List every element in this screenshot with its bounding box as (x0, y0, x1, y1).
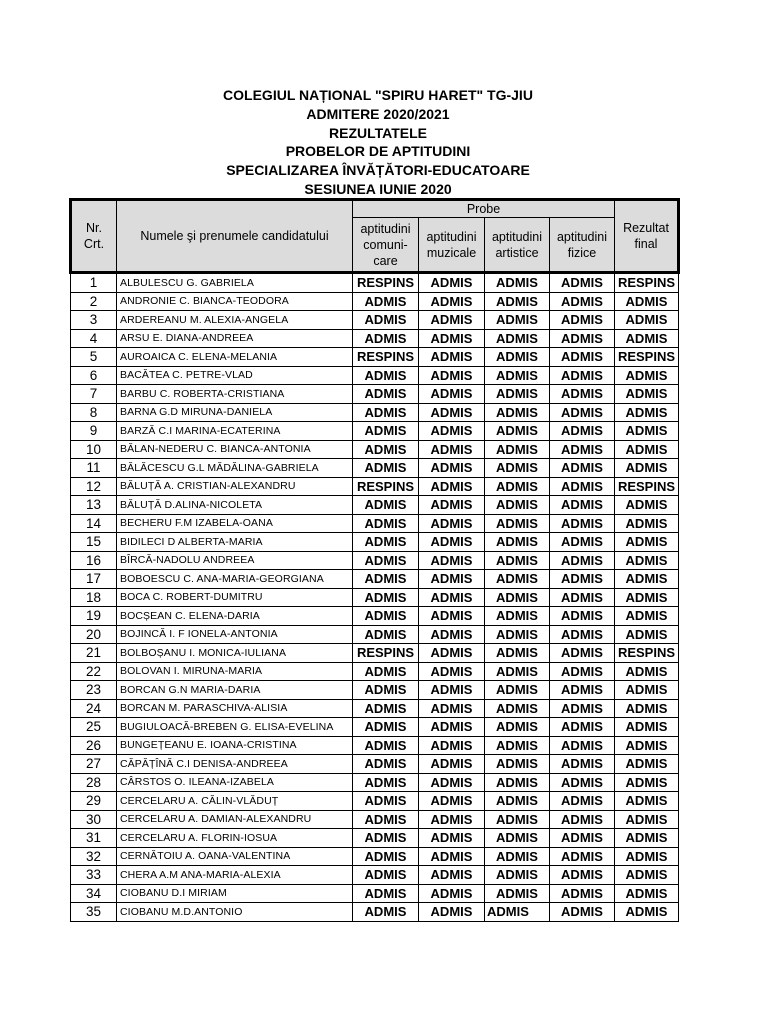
table-row (71, 884, 679, 903)
result-final: RESPINS (615, 273, 679, 293)
result-comunicare: ADMIS (353, 311, 419, 330)
table-row (71, 625, 679, 644)
table-row (71, 533, 679, 552)
result-artistice: ADMIS (485, 755, 550, 774)
result-final: ADMIS (615, 755, 679, 774)
result-muzicale: ADMIS (419, 810, 485, 829)
result-final: RESPINS (615, 644, 679, 663)
result-fizice: ADMIS (550, 311, 615, 330)
candidate-name: BĂLĂCESCU G.L MĂDĂLINA-GABRIELA (117, 459, 353, 478)
row-number: 11 (71, 459, 117, 478)
header-artistice: aptitudini artistice (485, 218, 550, 273)
row-number: 20 (71, 625, 117, 644)
result-fizice: ADMIS (550, 570, 615, 589)
row-number: 28 (71, 773, 117, 792)
table-row (71, 866, 679, 885)
result-comunicare: ADMIS (353, 810, 419, 829)
header-rezultat: Rezultat final (615, 200, 679, 273)
result-fizice: ADMIS (550, 385, 615, 404)
table-row (71, 459, 679, 478)
result-artistice: ADMIS (485, 329, 550, 348)
row-number: 2 (71, 292, 117, 311)
table-row (71, 829, 679, 848)
table-row (71, 810, 679, 829)
result-artistice: ADMIS (485, 662, 550, 681)
candidate-name: BĂLUȚĂ D.ALINA-NICOLETA (117, 496, 353, 515)
table-row (71, 311, 679, 330)
table-row (71, 755, 679, 774)
result-comunicare: ADMIS (353, 403, 419, 422)
row-number: 16 (71, 551, 117, 570)
result-fizice: ADMIS (550, 625, 615, 644)
table-row (71, 348, 679, 367)
header-probe: Probe (353, 200, 615, 218)
candidate-name: BÎRCĂ-NADOLU ANDREEA (117, 551, 353, 570)
result-comunicare: RESPINS (353, 644, 419, 663)
row-number: 25 (71, 718, 117, 737)
result-muzicale: ADMIS (419, 903, 485, 922)
result-final: ADMIS (615, 681, 679, 700)
result-comunicare: ADMIS (353, 607, 419, 626)
candidate-name: BOCȘEAN C. ELENA-DARIA (117, 607, 353, 626)
candidate-name: BOLBOȘANU I. MONICA-IULIANA (117, 644, 353, 663)
result-final: ADMIS (615, 625, 679, 644)
result-comunicare: ADMIS (353, 366, 419, 385)
result-fizice: ADMIS (550, 773, 615, 792)
result-artistice: ADMIS (485, 459, 550, 478)
row-number: 5 (71, 348, 117, 367)
result-fizice: ADMIS (550, 755, 615, 774)
result-comunicare: ADMIS (353, 699, 419, 718)
result-fizice: ADMIS (550, 514, 615, 533)
results-body (71, 273, 679, 922)
result-fizice: ADMIS (550, 607, 615, 626)
result-fizice: ADMIS (550, 866, 615, 885)
candidate-name: BOLOVAN I. MIRUNA-MARIA (117, 662, 353, 681)
result-artistice: ADMIS (485, 403, 550, 422)
result-comunicare: ADMIS (353, 903, 419, 922)
result-final: ADMIS (615, 311, 679, 330)
result-final: ADMIS (615, 292, 679, 311)
result-final: ADMIS (615, 847, 679, 866)
result-muzicale: ADMIS (419, 477, 485, 496)
row-number: 4 (71, 329, 117, 348)
result-fizice: ADMIS (550, 829, 615, 848)
result-artistice: ADMIS (485, 625, 550, 644)
result-artistice: ADMIS (485, 348, 550, 367)
result-artistice: ADMIS (485, 440, 550, 459)
table-row (71, 385, 679, 404)
result-artistice: ADMIS (485, 311, 550, 330)
result-muzicale: ADMIS (419, 792, 485, 811)
result-final: ADMIS (615, 570, 679, 589)
result-muzicale: ADMIS (419, 440, 485, 459)
row-number: 30 (71, 810, 117, 829)
result-artistice: ADMIS (485, 903, 550, 922)
table-row (71, 514, 679, 533)
title-line-admission: ADMITERE 2020/2021 (306, 105, 450, 122)
result-comunicare: ADMIS (353, 736, 419, 755)
result-comunicare: ADMIS (353, 866, 419, 885)
result-artistice: ADMIS (485, 588, 550, 607)
result-artistice: ADMIS (485, 607, 550, 626)
candidate-name: ARDEREANU M. ALEXIA-ANGELA (117, 311, 353, 330)
table-row (71, 792, 679, 811)
table-row (71, 403, 679, 422)
row-number: 32 (71, 847, 117, 866)
result-comunicare: ADMIS (353, 514, 419, 533)
result-final: ADMIS (615, 551, 679, 570)
result-muzicale: ADMIS (419, 699, 485, 718)
result-comunicare: ADMIS (353, 625, 419, 644)
result-artistice: ADMIS (485, 736, 550, 755)
candidate-name: BĂLAN-NEDERU C. BIANCA-ANTONIA (117, 440, 353, 459)
table-row (71, 570, 679, 589)
result-muzicale: ADMIS (419, 292, 485, 311)
result-muzicale: ADMIS (419, 847, 485, 866)
result-fizice: ADMIS (550, 903, 615, 922)
result-comunicare: RESPINS (353, 348, 419, 367)
result-fizice: ADMIS (550, 644, 615, 663)
row-number: 29 (71, 792, 117, 811)
result-comunicare: ADMIS (353, 422, 419, 441)
candidate-name: BORCAN G.N MARIA-DARIA (117, 681, 353, 700)
result-artistice: ADMIS (485, 699, 550, 718)
result-final: ADMIS (615, 718, 679, 737)
candidate-name: CHERA A.M ANA-MARIA-ALEXIA (117, 866, 353, 885)
row-number: 34 (71, 884, 117, 903)
result-comunicare: ADMIS (353, 570, 419, 589)
row-number: 31 (71, 829, 117, 848)
candidate-name: CĂPĂȚÎNĂ C.I DENISA-ANDREEA (117, 755, 353, 774)
table-row (71, 422, 679, 441)
result-comunicare: RESPINS (353, 477, 419, 496)
result-comunicare: ADMIS (353, 459, 419, 478)
result-final: ADMIS (615, 422, 679, 441)
result-final: RESPINS (615, 477, 679, 496)
table-row (71, 329, 679, 348)
result-artistice: ADMIS (485, 718, 550, 737)
result-muzicale: ADMIS (419, 829, 485, 848)
result-final: ADMIS (615, 440, 679, 459)
result-artistice: ADMIS (485, 366, 550, 385)
result-artistice: ADMIS (485, 884, 550, 903)
result-muzicale: ADMIS (419, 385, 485, 404)
result-artistice: ADMIS (485, 773, 550, 792)
candidate-name: AUROAICA C. ELENA-MELANIA (117, 348, 353, 367)
header-comunicare: aptitudini comuni- care (353, 218, 419, 273)
result-muzicale: ADMIS (419, 625, 485, 644)
result-final: ADMIS (615, 607, 679, 626)
row-number: 6 (71, 366, 117, 385)
candidate-name: BUGIULOACĂ-BREBEN G. ELISA-EVELINA (117, 718, 353, 737)
result-fizice: ADMIS (550, 348, 615, 367)
result-muzicale: ADMIS (419, 273, 485, 293)
title-line-specialization: SPECIALIZAREA ÎNVĂȚĂTORI-EDUCATOARE (226, 162, 530, 179)
result-final: ADMIS (615, 496, 679, 515)
result-fizice: ADMIS (550, 792, 615, 811)
result-muzicale: ADMIS (419, 514, 485, 533)
candidate-name: CERCELARU A. DAMIAN-ALEXANDRU (117, 810, 353, 829)
table-row (71, 366, 679, 385)
result-muzicale: ADMIS (419, 329, 485, 348)
row-number: 21 (71, 644, 117, 663)
result-final: ADMIS (615, 366, 679, 385)
row-number: 13 (71, 496, 117, 515)
result-muzicale: ADMIS (419, 403, 485, 422)
result-fizice: ADMIS (550, 329, 615, 348)
candidate-name: CIOBANU M.D.ANTONIO (117, 903, 353, 922)
candidate-name: BĂLUȚĂ A. CRISTIAN-ALEXANDRU (117, 477, 353, 496)
result-fizice: ADMIS (550, 533, 615, 552)
result-artistice: ADMIS (485, 829, 550, 848)
result-fizice: ADMIS (550, 459, 615, 478)
result-final: ADMIS (615, 810, 679, 829)
result-comunicare: ADMIS (353, 292, 419, 311)
row-number: 27 (71, 755, 117, 774)
result-artistice: ADMIS (485, 292, 550, 311)
candidate-name: BECHERU F.M IZABELA-OANA (117, 514, 353, 533)
row-number: 9 (71, 422, 117, 441)
result-final: ADMIS (615, 329, 679, 348)
row-number: 12 (71, 477, 117, 496)
title-line-tests: PROBELOR DE APTITUDINI (285, 143, 471, 160)
candidate-name: CERNĂTOIU A. OANA-VALENTINA (117, 847, 353, 866)
results-table (69, 198, 680, 922)
result-final: ADMIS (615, 459, 679, 478)
result-comunicare: ADMIS (353, 385, 419, 404)
result-muzicale: ADMIS (419, 662, 485, 681)
table-row (71, 847, 679, 866)
result-comunicare: ADMIS (353, 847, 419, 866)
row-number: 3 (71, 311, 117, 330)
result-fizice: ADMIS (550, 736, 615, 755)
candidate-name: BARBU C. ROBERTA-CRISTIANA (117, 385, 353, 404)
candidate-name: BARZĂ C.I MARINA-ECATERINA (117, 422, 353, 441)
result-fizice: ADMIS (550, 662, 615, 681)
result-comunicare: ADMIS (353, 718, 419, 737)
candidate-name: ALBULESCU G. GABRIELA (117, 273, 353, 293)
result-fizice: ADMIS (550, 699, 615, 718)
result-muzicale: ADMIS (419, 718, 485, 737)
result-fizice: ADMIS (550, 588, 615, 607)
result-fizice: ADMIS (550, 847, 615, 866)
result-final: ADMIS (615, 385, 679, 404)
row-number: 26 (71, 736, 117, 755)
result-artistice: ADMIS (485, 422, 550, 441)
candidate-name: BARNA G.D MIRUNA-DANIELA (117, 403, 353, 422)
result-final: RESPINS (615, 348, 679, 367)
result-final: ADMIS (615, 699, 679, 718)
result-comunicare: ADMIS (353, 496, 419, 515)
candidate-name: BUNGEȚEANU E. IOANA-CRISTINA (117, 736, 353, 755)
header-muzicale: aptitudini muzicale (419, 218, 485, 273)
result-artistice: ADMIS (485, 273, 550, 293)
result-muzicale: ADMIS (419, 773, 485, 792)
result-comunicare: ADMIS (353, 773, 419, 792)
table-row (71, 718, 679, 737)
result-artistice: ADMIS (485, 551, 550, 570)
row-number: 1 (71, 273, 117, 293)
table-row (71, 496, 679, 515)
header-name: Numele şi prenumele candidatului (117, 200, 353, 273)
title-line-results: REZULTATELE (329, 124, 427, 141)
result-artistice: ADMIS (485, 514, 550, 533)
header-nr: Nr. Crt. (71, 200, 117, 273)
result-fizice: ADMIS (550, 681, 615, 700)
result-muzicale: ADMIS (419, 459, 485, 478)
header-fizice: aptitudini fizice (550, 218, 615, 273)
result-muzicale: ADMIS (419, 570, 485, 589)
result-comunicare: ADMIS (353, 755, 419, 774)
result-muzicale: ADMIS (419, 496, 485, 515)
result-artistice: ADMIS (485, 866, 550, 885)
result-muzicale: ADMIS (419, 422, 485, 441)
candidate-name: CIOBANU D.I MIRIAM (117, 884, 353, 903)
result-muzicale: ADMIS (419, 755, 485, 774)
result-comunicare: ADMIS (353, 329, 419, 348)
row-number: 14 (71, 514, 117, 533)
candidate-name: BIDILECI D ALBERTA-MARIA (117, 533, 353, 552)
result-fizice: ADMIS (550, 440, 615, 459)
result-muzicale: ADMIS (419, 533, 485, 552)
table-row (71, 477, 679, 496)
row-number: 23 (71, 681, 117, 700)
row-number: 7 (71, 385, 117, 404)
table-row (71, 440, 679, 459)
table-row (71, 551, 679, 570)
result-muzicale: ADMIS (419, 551, 485, 570)
result-artistice: ADMIS (485, 847, 550, 866)
candidate-name: ANDRONIE C. BIANCA-TEODORA (117, 292, 353, 311)
row-number: 18 (71, 588, 117, 607)
row-number: 19 (71, 607, 117, 626)
result-comunicare: ADMIS (353, 884, 419, 903)
table-row (71, 903, 679, 922)
table-row (71, 773, 679, 792)
result-fizice: ADMIS (550, 403, 615, 422)
row-number: 22 (71, 662, 117, 681)
result-artistice: ADMIS (485, 477, 550, 496)
row-number: 10 (71, 440, 117, 459)
title-line-session: SESIUNEA IUNIE 2020 (304, 180, 452, 197)
result-final: ADMIS (615, 514, 679, 533)
result-final: ADMIS (615, 829, 679, 848)
result-artistice: ADMIS (485, 570, 550, 589)
candidate-name: CERCELARU A. CĂLIN-VLĂDUȚ (117, 792, 353, 811)
table-row (71, 607, 679, 626)
result-artistice: ADMIS (485, 385, 550, 404)
result-comunicare: ADMIS (353, 681, 419, 700)
result-fizice: ADMIS (550, 366, 615, 385)
candidate-name: BOBOESCU C. ANA-MARIA-GEORGIANA (117, 570, 353, 589)
candidate-name: CERCELARU A. FLORIN-IOSUA (117, 829, 353, 848)
result-fizice: ADMIS (550, 422, 615, 441)
result-fizice: ADMIS (550, 292, 615, 311)
table-row (71, 699, 679, 718)
result-final: ADMIS (615, 403, 679, 422)
result-muzicale: ADMIS (419, 366, 485, 385)
result-final: ADMIS (615, 792, 679, 811)
row-number: 17 (71, 570, 117, 589)
result-comunicare: ADMIS (353, 551, 419, 570)
result-artistice: ADMIS (485, 533, 550, 552)
result-final: ADMIS (615, 533, 679, 552)
candidate-name: CÂRSTOS O. ILEANA-IZABELA (117, 773, 353, 792)
result-muzicale: ADMIS (419, 884, 485, 903)
result-comunicare: ADMIS (353, 792, 419, 811)
result-final: ADMIS (615, 773, 679, 792)
table-row (71, 292, 679, 311)
row-number: 15 (71, 533, 117, 552)
row-number: 8 (71, 403, 117, 422)
result-final: ADMIS (615, 736, 679, 755)
result-artistice: ADMIS (485, 792, 550, 811)
candidate-name: ARSU E. DIANA-ANDREEA (117, 329, 353, 348)
result-artistice: ADMIS (485, 644, 550, 663)
candidate-name: BACĂTEA C. PETRE-VLAD (117, 366, 353, 385)
result-muzicale: ADMIS (419, 681, 485, 700)
result-muzicale: ADMIS (419, 588, 485, 607)
result-comunicare: ADMIS (353, 440, 419, 459)
result-muzicale: ADMIS (419, 736, 485, 755)
result-final: ADMIS (615, 884, 679, 903)
result-muzicale: ADMIS (419, 348, 485, 367)
result-comunicare: ADMIS (353, 533, 419, 552)
result-final: ADMIS (615, 903, 679, 922)
result-final: ADMIS (615, 662, 679, 681)
row-number: 35 (71, 903, 117, 922)
candidate-name: BOCA C. ROBERT-DUMITRU (117, 588, 353, 607)
title-line-school: COLEGIUL NAȚIONAL "SPIRU HARET" TG-JIU (223, 87, 533, 103)
result-muzicale: ADMIS (419, 311, 485, 330)
table-row (71, 588, 679, 607)
result-fizice: ADMIS (550, 477, 615, 496)
result-fizice: ADMIS (550, 810, 615, 829)
result-final: ADMIS (615, 588, 679, 607)
result-fizice: ADMIS (550, 273, 615, 293)
result-final: ADMIS (615, 866, 679, 885)
row-number: 33 (71, 866, 117, 885)
candidate-name: BOJINCĂ I. F IONELA-ANTONIA (117, 625, 353, 644)
result-fizice: ADMIS (550, 496, 615, 515)
result-fizice: ADMIS (550, 718, 615, 737)
result-muzicale: ADMIS (419, 607, 485, 626)
result-comunicare: RESPINS (353, 273, 419, 293)
document-title-block (0, 86, 768, 199)
table-row (71, 736, 679, 755)
result-comunicare: ADMIS (353, 662, 419, 681)
result-fizice: ADMIS (550, 551, 615, 570)
table-row (71, 681, 679, 700)
result-artistice: ADMIS (485, 496, 550, 515)
result-comunicare: ADMIS (353, 588, 419, 607)
result-muzicale: ADMIS (419, 866, 485, 885)
result-fizice: ADMIS (550, 884, 615, 903)
result-artistice: ADMIS (485, 810, 550, 829)
table-row (71, 273, 679, 293)
candidate-name: BORCAN M. PARASCHIVA-ALISIA (117, 699, 353, 718)
result-artistice: ADMIS (485, 681, 550, 700)
table-row (71, 644, 679, 663)
table-row (71, 662, 679, 681)
result-muzicale: ADMIS (419, 644, 485, 663)
result-comunicare: ADMIS (353, 829, 419, 848)
row-number: 24 (71, 699, 117, 718)
